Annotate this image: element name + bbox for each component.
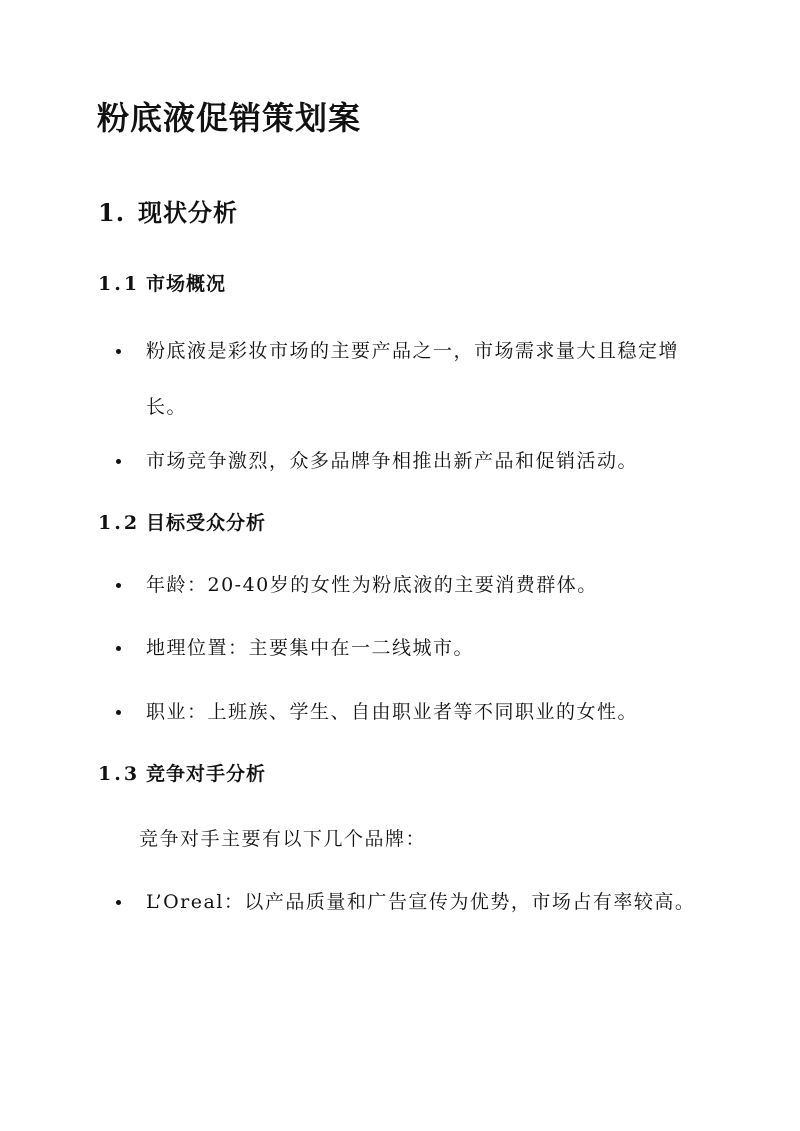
subsection-title: 目标受众分析 xyxy=(146,512,267,534)
list-item-text: 年龄：20-40岁的女性为粉底液的主要消费群体。 xyxy=(146,574,598,596)
bullet-icon xyxy=(116,459,121,464)
subsection-title: 市场概况 xyxy=(146,273,227,295)
bullet-icon xyxy=(116,583,121,588)
subsection-number: 1.1 xyxy=(98,273,141,295)
document-title: 粉底液促销策划案 xyxy=(97,99,362,137)
list-item xyxy=(116,620,696,676)
subsection-heading-1-1 xyxy=(98,270,226,298)
list-item-text: 地理位置：主要集中在一二线城市。 xyxy=(146,637,475,659)
list-item-text: 市场竞争激烈，众多品牌争相推出新产品和促销活动。 xyxy=(146,450,639,472)
list-item xyxy=(116,557,696,613)
subsection-heading-1-2 xyxy=(98,509,266,537)
competitor-intro: 竞争对手主要有以下几个品牌： xyxy=(139,828,427,850)
list-item-text: L’Oreal：以产品质量和广告宣传为优势，市场占有率较高。 xyxy=(146,891,696,913)
list-item-text: 职业：上班族、学生、自由职业者等不同职业的女性。 xyxy=(146,701,639,723)
subsection-number: 1.2 xyxy=(98,512,141,534)
bullet-icon xyxy=(116,349,121,354)
subsection-title: 竞争对手分析 xyxy=(146,763,267,785)
bullet-icon xyxy=(116,646,121,651)
bullet-icon xyxy=(116,710,121,715)
list-item xyxy=(116,433,696,489)
section-title: 现状分析 xyxy=(138,198,238,227)
bullet-icon xyxy=(116,900,121,905)
subsection-heading-1-3 xyxy=(98,760,266,788)
list-item xyxy=(116,684,696,740)
list-item-text: 粉底液是彩妆市场的主要产品之一，市场需求量大且稳定增长。 xyxy=(146,340,680,418)
subsection-number: 1.3 xyxy=(98,763,141,785)
section-number: 1. xyxy=(98,198,126,227)
section-heading-1 xyxy=(98,196,238,230)
list-item xyxy=(116,874,696,930)
list-item xyxy=(116,323,696,435)
